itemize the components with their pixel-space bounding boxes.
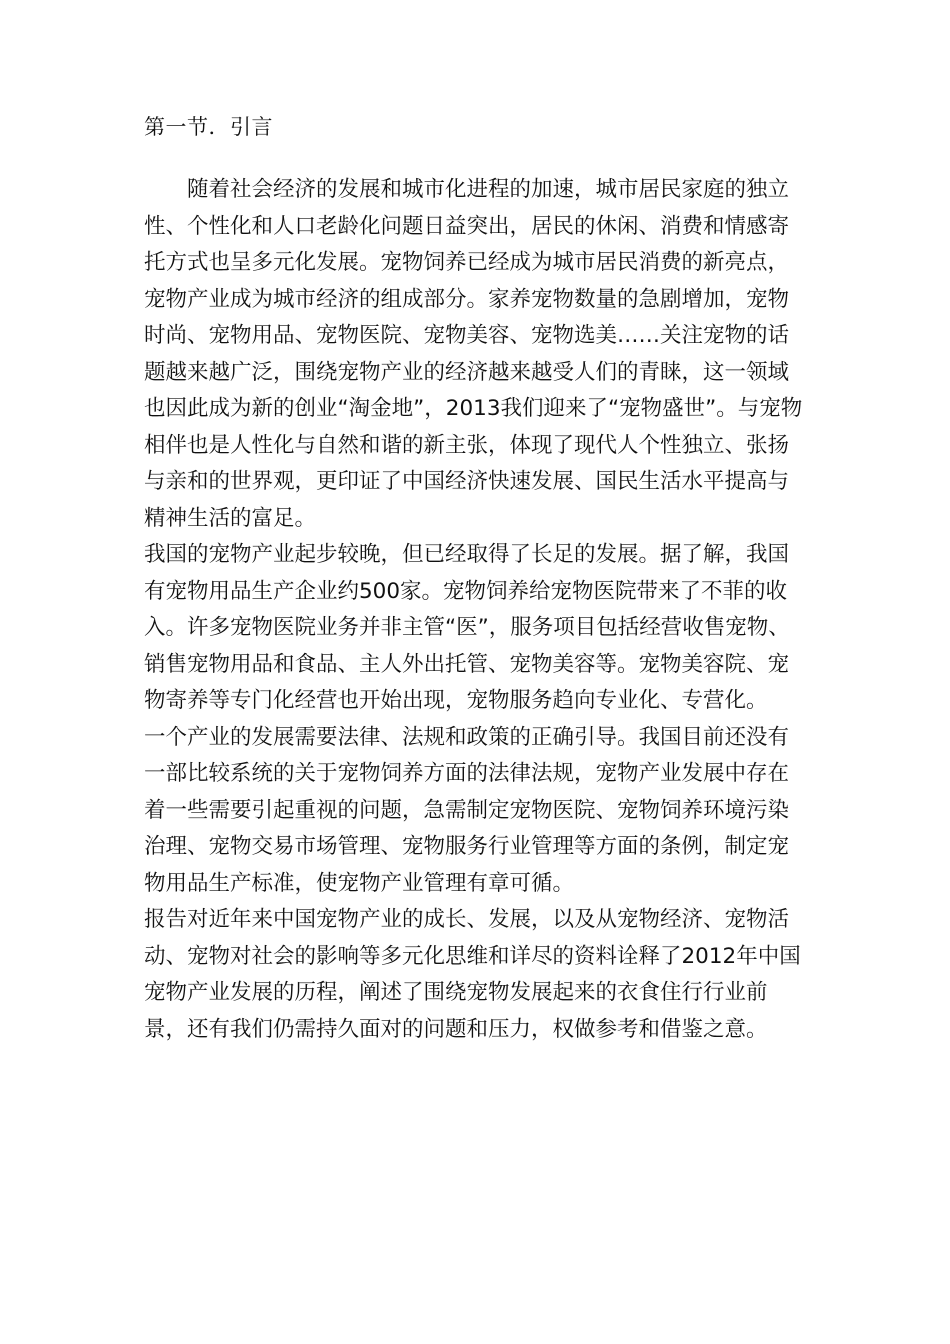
document-body (144, 110, 808, 1048)
paragraph-industry-status: 我国的宠物产业起步较晚，但已经取得了长足的发展。据了解，我国有宠物用品生产企业约500家。宠物饲养给宠物医院带来了不菲的收入。许多宠物医院业务并非主管“医”，服务项目包括经营收售宠物、销售宠物用品和食品、主人外出托管、宠物美容等。宠物美容院、宠物寄养等专门化经营也开始出现，宠物服务趋向专业化、专营化。 (144, 542, 790, 713)
paragraph-regulation: 一个产业的发展需要法律、法规和政策的正确引导。我国目前还没有一部比较系统的关于宠物饲养方面的法律法规，宠物产业发展中存在着一些需要引起重视的问题，急需制定宠物医院、宠物饲养环境污染治理、宠物交易市场管理、宠物服务行业管理等方面的条例，制定宠物用品生产标准，使宠物产业管理有章可循。 (144, 724, 790, 896)
section-heading: 第一节．引言 (144, 115, 273, 139)
paragraph-report-summary: 报告对近年来中国宠物产业的成长、发展，以及从宠物经济、宠物活动、宠物对社会的影响等多元化思维和详尽的资料诠释了2012年中国宠物产业发展的历程，阐述了围绕宠物发展起来的衣食住行行业前景，还有我们仍需持久面对的问题和压力，权做参考和借鉴之意。 (144, 907, 801, 1042)
paragraph-intro: 随着社会经济的发展和城市化进程的加速，城市居民家庭的独立性、个性化和人口老龄化问题日益突出，居民的休闲、消费和情感寄托方式也呈多元化发展。宠物饲养已经成为城市居民消费的新亮点，宠物产业成为城市经济的组成部分。家养宠物数量的急剧增加，宠物时尚、宠物用品、宠物医院、宠物美容、宠物选美……关注宠物的话题越来越广泛，围绕宠物产业的经济越来越受人们的青睐，这一领域也因此成为新的创业“淘金地”，2013我们迎来了“宠物盛世”。与宠物相伴也是人性化与自然和谐的新主张，体现了现代人个性独立、张扬与亲和的世界观，更印证了中国经济快速发展、国民生活水平提高与精神生活的富足。 (144, 177, 803, 531)
